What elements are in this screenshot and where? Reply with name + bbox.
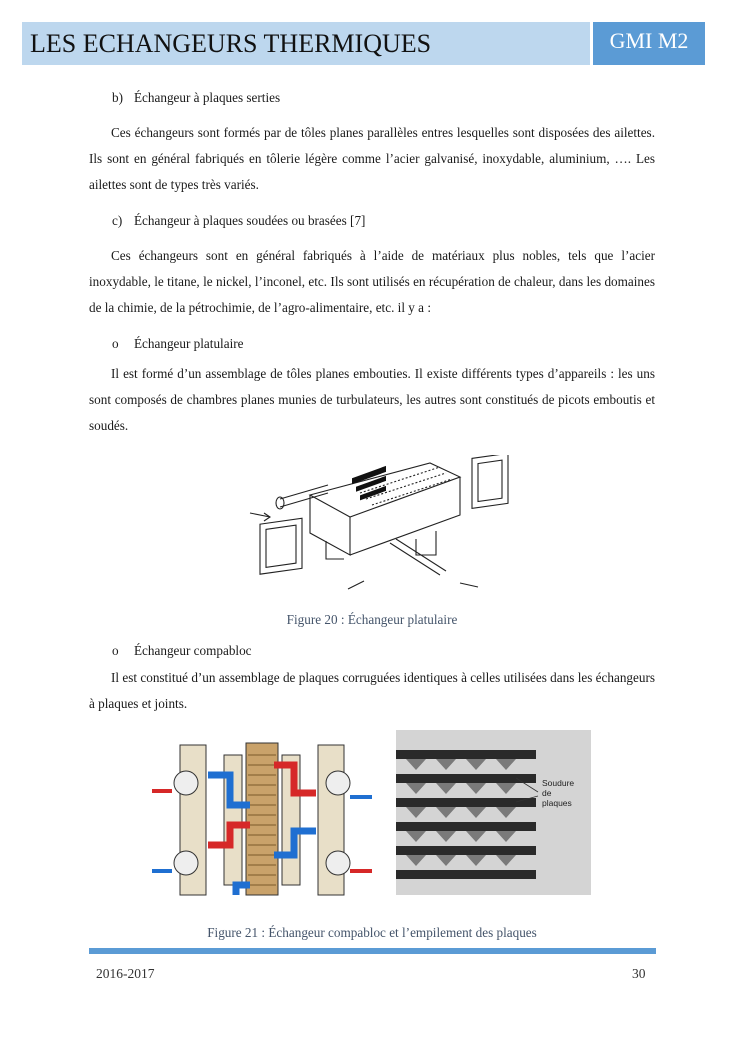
- compabloc-paragraph: Il est constitué d’un assemblage de plaques corruguées identiques à celles utilisées dans les échangeurs à plaques et joints.: [89, 670, 655, 711]
- compabloc-exchanger-figure: [150, 735, 375, 900]
- section-c-heading: [112, 208, 652, 234]
- section-b-title: Échangeur à plaques serties: [134, 90, 281, 105]
- compabloc-heading: [112, 638, 652, 664]
- figure-21-caption: Figure 21 : Échangeur compabloc et l’empilement des plaques: [207, 925, 537, 940]
- section-b-paragraph: Ces échangeurs sont formés par de tôles planes parallèles entres lesquelles sont disposées des ailettes. Ils sont en général fabriqués en tôlerie légère comme l’acier galvanisé, inoxydable, aluminium, …. Les ailettes sont de types très variés.: [89, 125, 655, 192]
- platulaire-title: Échangeur platulaire: [134, 336, 244, 351]
- page-number: 30: [632, 966, 646, 981]
- section-b-heading: [112, 85, 652, 111]
- section-b-marker: b): [112, 90, 123, 105]
- plate-label-line-3: plaques: [542, 798, 572, 808]
- platulaire-bullet: o: [112, 336, 119, 351]
- plate-label-line-2: de: [542, 788, 552, 798]
- header-title: LES ECHANGEURS THERMIQUES: [22, 22, 590, 65]
- header-code: GMI M2: [593, 22, 705, 65]
- plate-stack-photo: [396, 730, 591, 895]
- footer-year: 2016-2017: [96, 966, 155, 981]
- platulaire-heading: [112, 331, 652, 357]
- plate-label-line-1: Soudure: [542, 778, 575, 788]
- compabloc-bullet: o: [112, 643, 119, 658]
- figure-20-caption: Figure 20 : Échangeur platulaire: [286, 612, 458, 627]
- compabloc-title: Échangeur compabloc: [134, 643, 252, 658]
- page-header: [22, 22, 705, 65]
- section-c-title: Échangeur à plaques soudées ou brasées [7]: [134, 213, 366, 228]
- section-c-paragraph: Ces échangeurs sont en général fabriqués à l’aide de matériaux plus nobles, tels que l’acier inoxydable, le titane, le nickel, l’inconel, etc. Ils sont utilisés en récupération de chaleur, dans les domaines de la chimie, de la pétrochimie, de l’agro-alimentaire, etc. il y a :: [89, 248, 655, 315]
- section-c-marker: c): [112, 213, 123, 228]
- platulaire-exchanger-figure: [240, 455, 512, 595]
- footer-rule: [89, 948, 656, 954]
- platulaire-paragraph: Il est formé d’un assemblage de tôles planes embouties. Il existe différents types d’appareils : les uns sont composés de chambres planes munies de turbulateurs, les autres sont constitués de picots emboutis et soudés.: [89, 366, 655, 433]
